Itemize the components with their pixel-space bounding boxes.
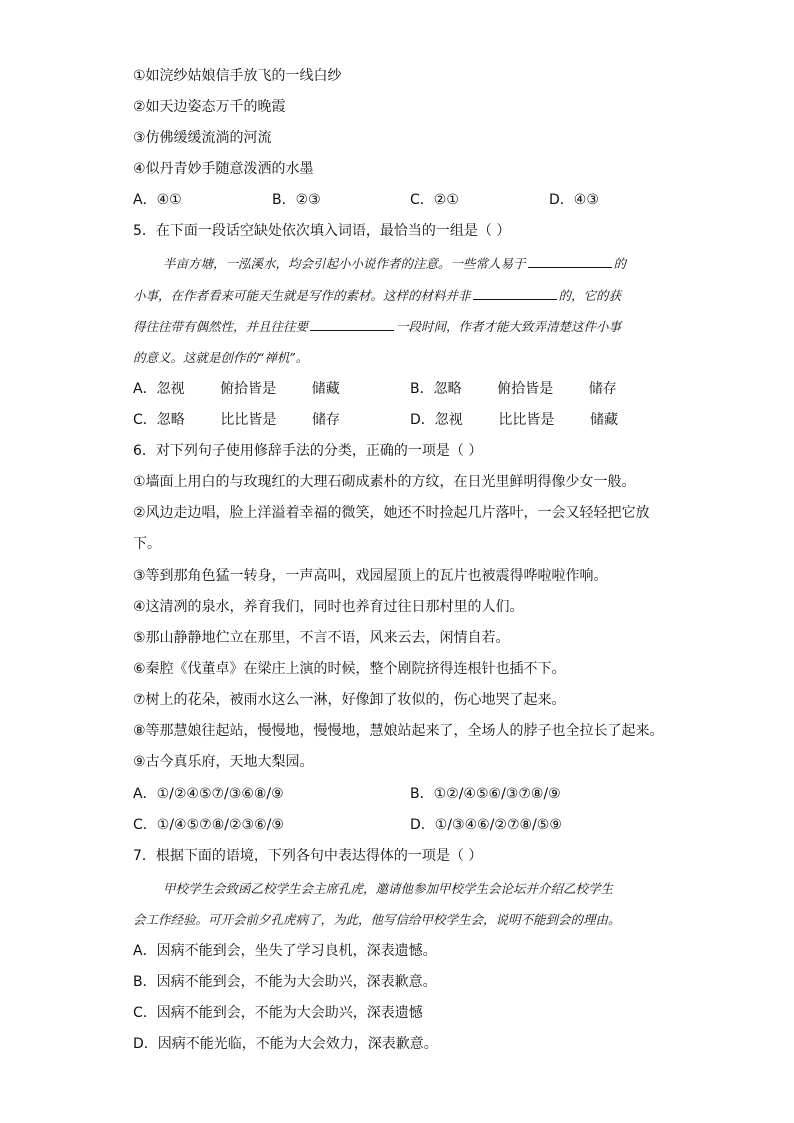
prev-item-3: ③仿佛缓缓流淌的河流 (133, 130, 272, 146)
q7-option-c: C．因病不能到会，不能为大会助兴，深表遗憾 (133, 1005, 423, 1021)
q6-item-9: ⑨古今真乐府，天地大梨园。 (133, 754, 314, 770)
q5-passage-text: 的 (613, 256, 627, 271)
q6-item-6: ⑥秦腔《伐董卓》在梁庄上演的时候，整个剧院挤得连根针也插不下。 (133, 661, 566, 677)
answer-blank-2 (473, 286, 557, 300)
q5-option-c: C．忽略 比比皆是 储存 (133, 412, 340, 428)
q5-option-d: D．忽视 比比皆是 储藏 (410, 412, 618, 428)
q6-option-d: D．①/③④⑥/②⑦⑧/⑤⑨ (410, 817, 562, 833)
q5-passage-text: 一段时间，作者才能大致弄清楚这件小事 (396, 319, 622, 334)
answer-blank-3 (310, 317, 394, 331)
prev-option-c: C．②① (410, 192, 459, 208)
q5-passage-text: 小事，在作者看来可能天生就是写作的素材。这样的材料并非 (133, 288, 471, 303)
q7-option-a: A．因病不能到会，坐失了学习良机，深表遗憾。 (133, 943, 437, 959)
q7-context-line-2: 会工作经验。可开会前夕孔虎病了，为此，他写信给甲校学生会，说明不能到会的理由。 (133, 912, 621, 927)
q6-item-7: ⑦树上的花朵，被雨水这么一淋，好像卸了妆似的，伤心地哭了起来。 (133, 692, 566, 708)
q5-option-b: B．忽略 俯拾皆是 储存 (410, 381, 617, 397)
q5-passage-line-2 (133, 286, 621, 306)
q6-item-2: ②风边走边唱，脸上洋溢着幸福的微笑，她还不时捡起几片落叶，一会又轻轻把它放 (133, 505, 650, 521)
q5-passage-text: 半亩方塘，一泓溪水，均会引起小小说作者的注意。一些常人易于 (163, 256, 526, 271)
prev-option-b: B．②③ (272, 192, 321, 208)
q6-item-2-cont: 下。 (133, 536, 161, 552)
q6-option-c: C．①/④⑤⑦⑧/②③⑥/⑨ (133, 817, 284, 833)
q6-item-8: ⑧等那慧娘往起站，慢慢地，慢慢地，慧娘站起来了，全场人的脖子也全拉长了起来。 (133, 723, 664, 739)
q7-option-b: B．因病不能到会，不能为大会助兴，深表歉意。 (133, 974, 437, 990)
q6-item-3: ③等到那角色猛一转身，一声高叫，戏园屋顶上的瓦片也被震得哗啦啦作响。 (133, 568, 608, 584)
q5-passage-text: 得往往带有偶然性，并且往往要 (133, 319, 309, 334)
q7-stem: 7．根据下面的语境，下列各句中表达得体的一项是（ ） (133, 848, 483, 864)
q7-option-d: D．因病不能光临，不能为大会效力，深表歉意。 (133, 1036, 438, 1052)
q5-passage-text: 的，它的获 (558, 288, 622, 303)
q5-option-a: A．忽视 俯拾皆是 储藏 (133, 381, 340, 397)
q5-passage-line-3 (133, 317, 621, 337)
prev-item-2: ②如天边姿态万千的晚霞 (133, 99, 286, 115)
q5-passage-line-4: 的意义。这就是创作的“禅机”。 (133, 350, 309, 365)
q6-stem: 6．对下列句子使用修辞手法的分类，正确的一项是（ ） (133, 443, 483, 459)
prev-option-a: A．④① (133, 192, 182, 208)
prev-item-1: ①如浣纱姑娘信手放飞的一线白纱 (133, 68, 342, 84)
q5-passage-line-1 (163, 254, 626, 274)
q6-item-1: ①墙面上用白的与玫瑰红的大理石砌成素朴的方纹，在日光里鲜明得像少女一般。 (133, 474, 636, 490)
prev-option-d: D．④③ (549, 192, 599, 208)
answer-blank-1 (528, 254, 612, 268)
q5-stem: 5．在下面一段话空缺处依次填入词语，最恰当的一组是（ ） (133, 223, 511, 239)
q6-item-5: ⑤那山静静地伫立在那里，不言不语，风来云去，闲情自若。 (133, 630, 510, 646)
q6-item-4: ④这清冽的泉水，养育我们，同时也养育过往日那村里的人们。 (133, 599, 524, 615)
prev-item-4: ④似丹青妙手随意泼洒的水墨 (133, 161, 314, 177)
q7-context-line-1: 甲校学生会致函乙校学生会主席孔虎，邀请他参加甲校学生会论坛并介绍乙校学生 (163, 881, 614, 896)
q6-option-a: A．①/②④⑤⑦/③⑥⑧/⑨ (133, 786, 284, 802)
q6-option-b: B．①②/④⑤⑥/③⑦⑧/⑨ (410, 786, 561, 802)
